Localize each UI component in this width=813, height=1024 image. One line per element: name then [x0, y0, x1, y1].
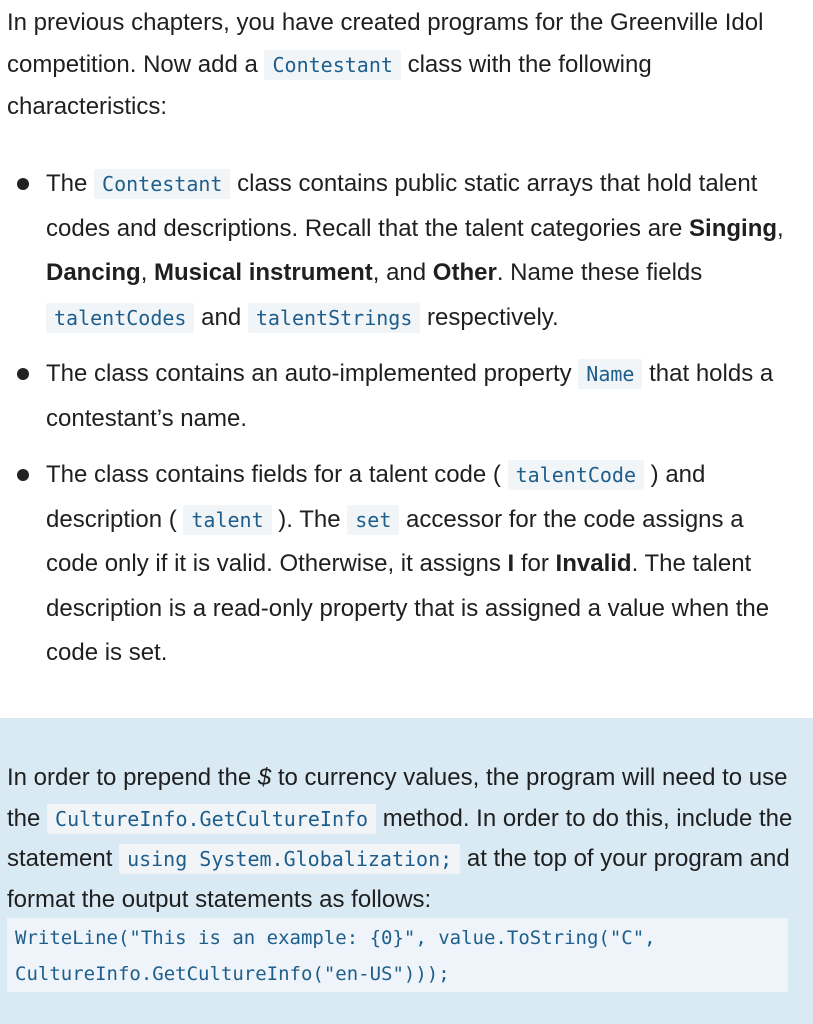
- code-line: WriteLine("This is an example: {0}", value.ToString("C",: [15, 927, 656, 949]
- intro-text: In previous chapters, you have created programs for the Greenville Idol competition. Now add a: [7, 9, 764, 78]
- dollar-sign: $: [257, 764, 272, 791]
- bold-term: Dancing: [46, 259, 141, 286]
- bold-term: I: [507, 550, 515, 577]
- list-text: The: [46, 170, 95, 197]
- list-text: ). The: [271, 505, 348, 533]
- talent-strings-code: talentStrings: [248, 303, 421, 333]
- list-item: [0, 352, 800, 441]
- intro-paragraph: [7, 2, 807, 128]
- name-property-code: Name: [578, 359, 642, 389]
- list-item: [0, 162, 800, 340]
- list-text: class contains public static arrays that hold talent codes and descriptions. Recall that the talent categories are: [46, 170, 758, 242]
- talent-field-code: talent: [183, 505, 271, 535]
- contestant-code: Contestant: [94, 169, 230, 199]
- list-text: . The talent description is a read-only property that is assigned a value when the code is set.: [46, 550, 770, 666]
- list-text: ,: [140, 259, 155, 286]
- list-item: [0, 453, 800, 676]
- bold-term: Singing: [689, 214, 778, 242]
- set-accessor-code: set: [347, 505, 399, 535]
- bold-term: Other: [432, 259, 497, 286]
- list-text: respectively.: [420, 303, 559, 331]
- list-text: that holds a contestant’s name.: [46, 360, 774, 432]
- getcultureinfo-code: CultureInfo.GetCultureInfo: [47, 804, 376, 834]
- list-text: for: [514, 550, 556, 577]
- note-text: at the top of your program and format the output statements as follows:: [7, 845, 790, 913]
- list-text: The class contains fields for a talent code (: [46, 461, 508, 488]
- bold-term: Musical instrument: [154, 259, 373, 286]
- list-text: accessor for the code assigns a code only if it is valid. Otherwise, it assigns: [46, 505, 744, 577]
- list-text: ,: [777, 214, 784, 242]
- note-paragraph: [7, 758, 802, 920]
- list-text: and: [194, 303, 248, 331]
- note-box: [0, 718, 813, 1024]
- list-text: ) and description (: [46, 461, 706, 533]
- talent-code-field-code: talentCode: [508, 460, 644, 490]
- note-text: In order to prepend the: [7, 764, 258, 791]
- list-text: The class contains an auto-implemented property: [46, 360, 579, 387]
- bold-term: Invalid: [555, 550, 632, 577]
- code-block: [7, 918, 788, 992]
- list-text: , and: [372, 259, 433, 286]
- intro-text: class with the following characteristics:: [7, 51, 652, 120]
- note-text: to currency values, the program will need to use the: [7, 764, 788, 832]
- characteristics-list: [0, 162, 800, 688]
- contestant-class-code: Contestant: [264, 50, 400, 80]
- talent-codes-code: talentCodes: [46, 303, 194, 333]
- using-statement-code: using System.Globalization;: [119, 844, 460, 874]
- list-text: . Name these fields: [496, 259, 703, 286]
- note-text: method. In order to do this, include the statement: [7, 804, 793, 872]
- code-line: CultureInfo.GetCultureInfo("en-US")));: [15, 963, 450, 985]
